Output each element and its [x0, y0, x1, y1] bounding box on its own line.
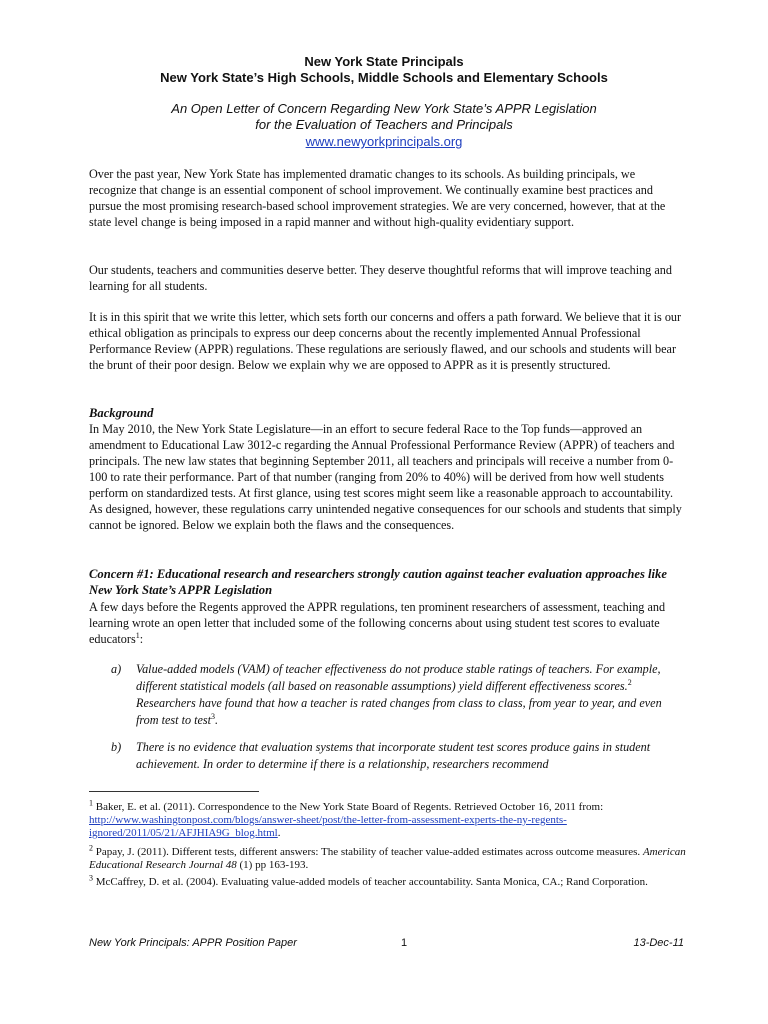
intro-paragraph-3: It is in this spirit that we write this letter, which sets forth our concerns and offers a path forward. We believe that it is our ethical obligation as principals to express our deep concerns about the recently implemented Annual Professional Performance Review (APPR) regulations. These regulations are seriously flawed, and our schools and students will bear the brunt of their poor design. Below we explain why we are opposed to APPR as it is presently structured. [89, 310, 682, 372]
website-row [0, 134, 768, 150]
concern-1-paragraph: A few days before the Regents approved the APPR regulations, ten prominent researchers of assessment, teaching and learning wrote an open letter that included some of the following concerns about using student test scores to evaluate educators$^1$: [89, 600, 666, 646]
concern-1-heading: Concern #1: Educational research and researchers strongly caution against teacher evaluation approaches like New York State’s APPR Legislation [89, 567, 667, 597]
list-item-a-label: a) [111, 662, 122, 676]
title-line-2: New York State’s High Schools, Middle Schools and Elementary Schools [160, 70, 608, 85]
title-line-1: New York State Principals [304, 54, 464, 69]
background-paragraph: In May 2010, the New York State Legislature—in an effort to secure federal Race to the Top funds—approved an amendment to Educational Law 3012-c regarding the Annual Professional Performance Review (APPR) of teachers and principals. The new law states that beginning September 2011, all teachers and principals will receive a number from 0-100 to rate their performance. Part of that number (ranging from 20% to 40%) will be derived from how well students perform on standardized tests. At first glance, using test scores might seem like a reasonable approach to accountability. As designed, however, these regulations carry unintended negative consequences for our schools and students that simply cannot be ignored. Below we explain both the flaws and the consequences. [89, 422, 682, 532]
page-number: 1 [400, 937, 408, 949]
footnote-ref-2[interactable]: 2 [627, 677, 632, 687]
intro-paragraph-1: Over the past year, New York State has implemented dramatic changes to its schools. As building principals, we recognize that change is an essential component of school improvement. We continually examine best practices and pursue the most promising research-based school improvement strategies. We are very concerned, however, that at the state level change is being imposed in a rapid manner and without high-quality evidentiary support. [89, 167, 666, 229]
subtitle-line-1: An Open Letter of Concern Regarding New York State’s APPR Legislation [171, 101, 597, 116]
footnote-divider [89, 791, 259, 792]
footnote-3: $^3$ McCaffrey, D. et al. (2004). Evaluating value-added models of teacher accountability. Santa Monica, CA.; Rand Corporation. [89, 873, 648, 888]
footnote-1-link[interactable]: http://www.washingtonpost.com/blogs/answer-sheet/post/the-letter-from-assessment-experts-the-ny-regents-ignored/2011/05/21/AFJHIA9G_blog.html [89, 814, 567, 839]
footer-date: 13-Dec-11 [633, 937, 684, 949]
website-link[interactable]: www.newyorkprincipals.org [305, 134, 463, 149]
list-item-b-label: b) [111, 740, 122, 754]
footnote-1: $^1$ Baker, E. et al. (2011). Correspondence to the New York State Board of Regents. Retrieved October 16, 2011 from: http://www.washingtonpost.com/blogs/answer-sheet/post/the-letter-from-assessment-experts-the-ny-regents-ignored/2011/05/21/AFJHIA9G_blog.html. [89, 798, 604, 839]
footnote-2: $^2$ Papay, J. (2011). Different tests, different answers: The stability of teacher value-added estimates across outcome measures. American Educational Research Journal 48 (1) pp 163-193. [89, 843, 686, 871]
subtitle-line-2: for the Evaluation of Teachers and Principals [255, 117, 513, 132]
footer-title: New York Principals: APPR Position Paper [89, 937, 297, 949]
footnote-ref-1[interactable]: 1 [135, 630, 140, 640]
intro-paragraph-2: Our students, teachers and communities deserve better. They deserve thoughtful reforms that will improve teaching and learning for all students. [89, 263, 672, 293]
footnote-ref-3[interactable]: 3 [211, 711, 216, 721]
list-item-a: a) Value-added models (VAM) of teacher effectiveness do not produce stable ratings of teachers. For example, different statistical models (all based on reasonable assumptions) yield different effectiveness scores.$^2$ Researchers have found that how a teacher is rated changes from class to class, from year to year, and even from test to test$^3$. [111, 662, 662, 727]
background-heading: Background [89, 406, 154, 420]
list-item-b: b) There is no evidence that evaluation systems that incorporate student test scores produce gains in student achievement. In order to determine if there is a relationship, researchers recommend [111, 740, 651, 771]
